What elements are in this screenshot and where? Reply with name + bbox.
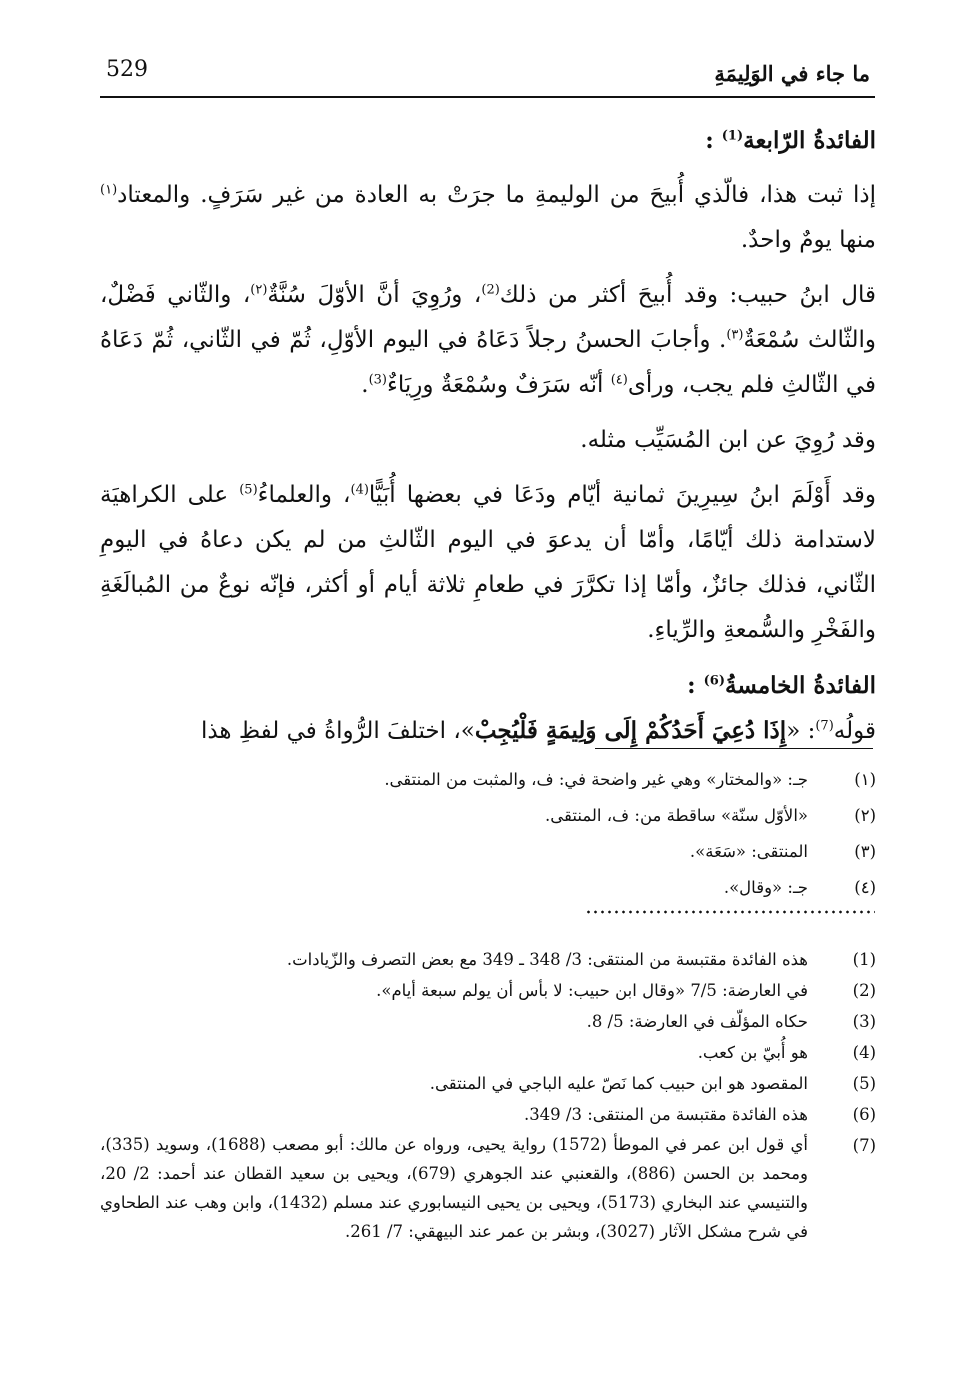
heading-colon: : — [705, 127, 714, 154]
footnote-item — [100, 975, 876, 1006]
footnote-ref: (٤) — [610, 372, 628, 388]
paragraph-3: وقد رُوِيَ عن ابن المُسَيِّب مثله. — [580, 427, 876, 453]
footnote-text: حكاه المؤلّف في العارضة: 5/ 8. — [586, 1012, 808, 1031]
footnote-number: (٣) — [854, 842, 876, 861]
footnote-text: هذه الفائدة مقتبسة من المنتقى: 3/ 349. — [523, 1105, 808, 1124]
dotted-separator — [585, 910, 875, 914]
hadith-quote: إِذَا دُعِيَ أَحَدُكُمْ إِلَى وَلِيمَةٍ فَلْيُجِبْ — [474, 717, 787, 744]
footnote-item — [100, 1068, 876, 1099]
footnote-item — [100, 1006, 876, 1037]
footnote-ref: (6) — [703, 673, 725, 689]
footnote-number: (١) — [854, 770, 876, 789]
footnote-item — [100, 944, 876, 975]
page-header — [100, 55, 870, 95]
footnote-item — [100, 1130, 876, 1246]
footnote-number: (٢) — [854, 806, 876, 825]
footnote-ref: (2) — [481, 282, 500, 298]
footnote-ref: (٣) — [726, 327, 744, 343]
footnote-number: (7) — [852, 1136, 876, 1155]
paragraph-2-part: . وأجابَ الحسنُ رجلاً دَعَاهُ في اليوم الأوّلِ، ثُمّ في الثّاني، ثُمّ دَعَاهُ في الثّالثِ فلم يجب، ورأى — [100, 327, 876, 398]
footnote-text: جـ: «وقال». — [723, 878, 808, 897]
footnote-text: أي قول ابن عمر في الموطأ (1572) رواية يحيى، ورواه عن مالك: أبو مصعب (1688)، وسويد (335)، ومحمد بن الحسن (886)، والقعنبي عند الجوهري (679)، ويحيى بن سعيد القطان عند أحمد: 2/ 20، والتنيسي عند البخاري (5173)، ويحيى بن يحيى النيسابوري عند مسلم (1432)، وابن وهب عند الطحاوي في شرح مشكل الآثار (3027)، وبشر بن عمر عند البيهقي: 7/ 261. — [100, 1135, 809, 1241]
footnote-number: (5) — [852, 1074, 876, 1093]
paragraph-2-part: . — [361, 372, 369, 398]
page-number: 529 — [106, 57, 148, 82]
heading-fourth-benefit — [100, 118, 876, 163]
paragraph-5-part: »، اختلفَ الرُّواةُ في لفظِ هذا — [200, 718, 475, 744]
footnote-ref: (5) — [239, 482, 258, 498]
footnote-item — [100, 1099, 876, 1130]
paragraph-1-text: إذا ثبت هذا، فالّذي أُبيحَ من الوليمةِ ما جرَتْ به العادة من غير سَرَفٍ. والمعتاد — [117, 182, 876, 208]
footnote-ref: (3) — [368, 372, 387, 388]
footnote-item — [100, 1037, 876, 1068]
footnote-text: المقصود هو ابن حبيب كما نَصّ عليه الباجي في المنتقى. — [429, 1074, 808, 1093]
footnote-item — [100, 762, 876, 798]
footnote-ref: (4) — [350, 482, 369, 498]
footnote-number: (3) — [852, 1012, 876, 1031]
paragraph-2-part: قال ابنُ حبيب: وقد أُبيحَ أكثر من ذلك — [499, 282, 877, 308]
footnote-item — [100, 798, 876, 834]
heading-fifth-text: الفائدةُ الخامسةُ — [725, 672, 876, 699]
footnote-item — [100, 834, 876, 870]
paragraph-2-part: ، ورُوِيَ أنَّ الأوّلَ سُنَّةٌ — [267, 282, 482, 308]
footnote-text: هذه الفائدة مقتبسة من المنتقى: 3/ 348 ـ 349 مع بعض التصرف والزّيادات. — [286, 950, 808, 969]
footnote-ref: (١) — [100, 182, 118, 198]
header-rule — [100, 96, 875, 98]
paragraph-4-part: ، والعلماءُ — [257, 482, 351, 508]
paragraph-2-part: ، والثّاني فَضْلٌ، والثّالث سُمْعَةٌ — [100, 282, 876, 353]
footnote-number: (1) — [852, 950, 876, 969]
paragraph-1 — [100, 173, 876, 263]
paragraph-1-end: منها يومٌ واحدٌ. — [740, 227, 876, 253]
footnote-number: (4) — [852, 1043, 876, 1062]
paragraph-5-part: : « — [786, 718, 816, 744]
footnote-text: «الأوّل سنّة» ساقطة من: ف، المنتقى. — [545, 806, 808, 825]
paragraph-4-part: على الكراهيَة لاستدامة ذلك أيّامًا، وأمّا أن يدعوَ في اليوم الثّالثِ من لم يكن دعاهُ في اليومِ الثّاني، فذلك جائزٌ، وأمّا إذا تكرَّرَ في طعامِ ثلاثة أيام أو أكثر، فإنّه نوعٌ من المُبالَغَةِ والفَخْرِ والسُّمعةِ والرِّياءِ. — [100, 482, 876, 643]
footnote-ref: (7) — [815, 718, 834, 734]
heading-fourth-text: الفائدةُ الرّابعة — [743, 127, 876, 154]
footnote-text: جـ: «والمختار» وهي غير واضحة في: ف، والمثبت من المنتقى. — [384, 770, 808, 789]
heading-fifth-benefit — [100, 663, 876, 708]
footnote-text: في العارضة: 7/5 «وقال ابن حبيب: لا بأس أن يولم سبعة أيام». — [376, 981, 808, 1000]
footnote-item — [100, 870, 876, 906]
footnote-ref: (٢) — [250, 282, 268, 298]
paragraph-2 — [100, 273, 876, 408]
paragraph-2-part: أنّه سَرَفٌ وسُمْعَةٌ ورِيَاءٌ — [387, 372, 611, 398]
running-title: ما جاء في الوَلِيمَةِ — [714, 61, 870, 86]
main-text — [100, 118, 876, 764]
footnote-text: المنتقى: «سَعَة». — [689, 842, 808, 861]
editor-footnotes — [100, 762, 876, 906]
heading-colon: : — [687, 672, 696, 699]
footnote-text: هو أُبيّ بن كعب. — [697, 1043, 808, 1062]
commentary-footnotes — [100, 944, 876, 1246]
paragraph-4 — [100, 473, 876, 653]
paragraph-5-part: قولُه — [833, 718, 876, 744]
footnote-ref: (1) — [721, 128, 744, 144]
footnote-number: (٤) — [854, 878, 876, 897]
footnote-number: (2) — [852, 981, 876, 1000]
paragraph-4-part: وقد أَوْلَمَ ابنُ سِيرِينَ ثمانية أيّام ودَعَا في بعضها أُبَيًّا — [368, 482, 877, 508]
footnote-separator-line — [595, 748, 873, 749]
footnote-number: (6) — [852, 1105, 876, 1124]
